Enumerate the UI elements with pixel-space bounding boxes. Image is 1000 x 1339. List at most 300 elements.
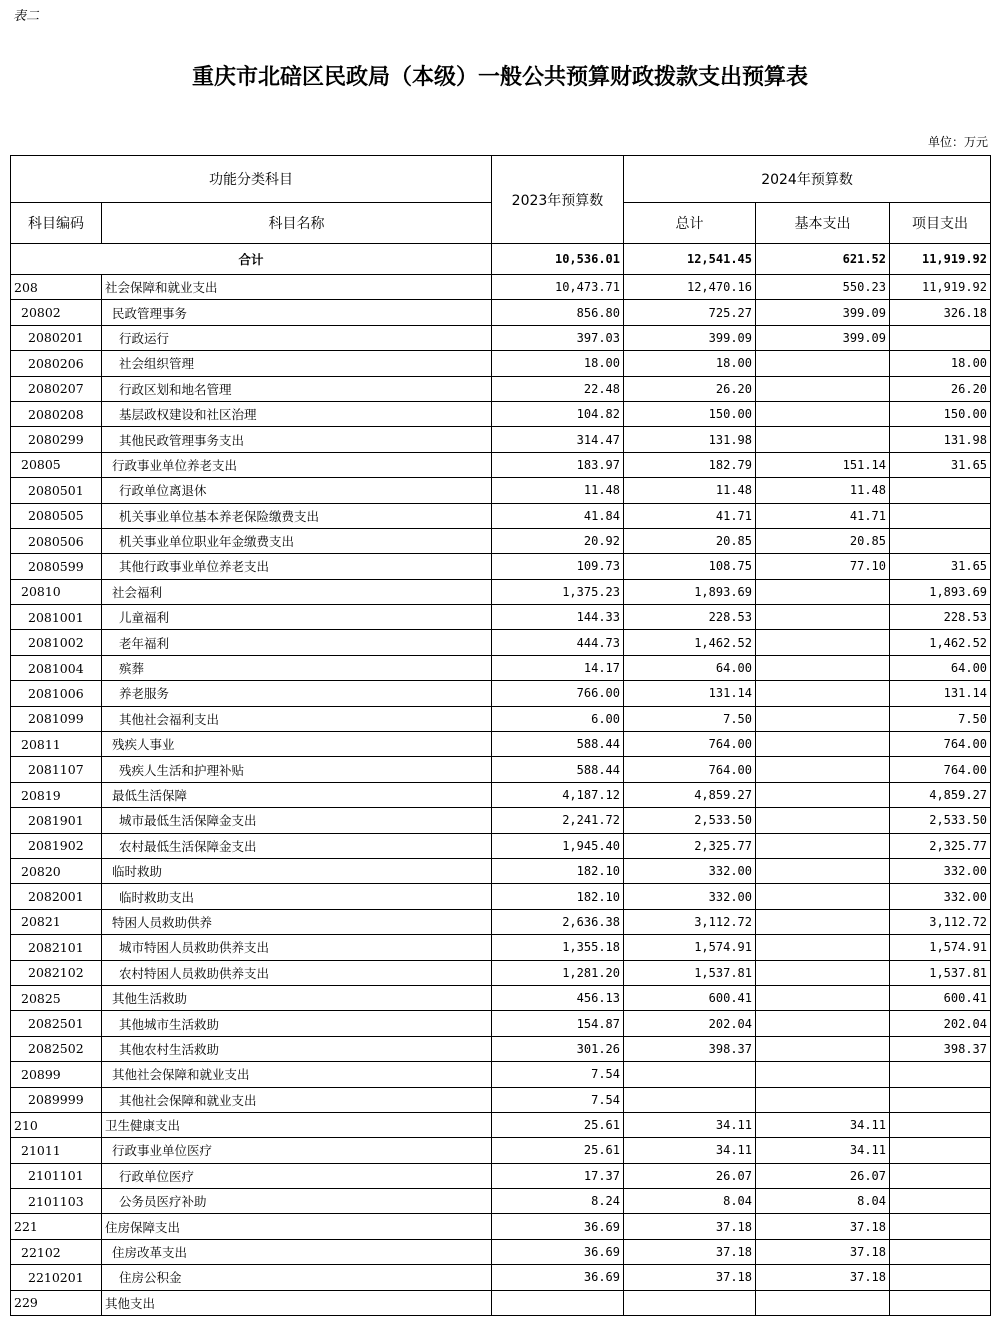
row-budget-2023: 25.61: [492, 1112, 624, 1137]
row-code: 20811: [11, 732, 102, 757]
table-row: [11, 351, 991, 376]
row-name: 残疾人生活和护理补贴: [102, 757, 492, 782]
table-row: [11, 935, 991, 960]
row-basic: [756, 732, 890, 757]
row-budget-2023: 6.00: [492, 706, 624, 731]
table-row: [11, 960, 991, 985]
row-project: [890, 1087, 991, 1112]
table-row: [11, 300, 991, 325]
total-project: 11,919.92: [890, 244, 991, 275]
row-budget-2023: 18.00: [492, 351, 624, 376]
row-budget-2023: 2,636.38: [492, 909, 624, 934]
table-row: [11, 757, 991, 782]
table-row: [11, 1036, 991, 1061]
row-name: 其他支出: [102, 1290, 492, 1315]
table-row: [11, 1011, 991, 1036]
row-basic: [756, 351, 890, 376]
row-name: 残疾人事业: [102, 732, 492, 757]
row-budget-2023: 2,241.72: [492, 808, 624, 833]
row-code: 229: [11, 1290, 102, 1315]
row-name: 基层政权建设和社区治理: [102, 401, 492, 426]
row-project: 131.14: [890, 681, 991, 706]
table-row: [11, 376, 991, 401]
row-budget-2023: 1,355.18: [492, 935, 624, 960]
row-project: 398.37: [890, 1036, 991, 1061]
row-code: 208: [11, 275, 102, 300]
row-name: 其他社会保障和就业支出: [102, 1087, 492, 1112]
row-name: 机关事业单位基本养老保险缴费支出: [102, 503, 492, 528]
row-project: [890, 325, 991, 350]
row-code: 2081099: [11, 706, 102, 731]
row-project: 150.00: [890, 401, 991, 426]
row-project: [890, 1189, 991, 1214]
table-row: [11, 1214, 991, 1239]
table-row: [11, 655, 991, 680]
row-basic: 37.18: [756, 1239, 890, 1264]
row-project: 202.04: [890, 1011, 991, 1036]
row-code: 2089999: [11, 1087, 102, 1112]
row-code: 2080206: [11, 351, 102, 376]
row-total: 34.11: [624, 1138, 756, 1163]
row-total: [624, 1062, 756, 1087]
row-project: 764.00: [890, 732, 991, 757]
row-name: 其他社会保障和就业支出: [102, 1062, 492, 1087]
row-basic: 151.14: [756, 452, 890, 477]
row-code: 221: [11, 1214, 102, 1239]
row-code: 2101103: [11, 1189, 102, 1214]
table-row: [11, 401, 991, 426]
row-total: 37.18: [624, 1239, 756, 1264]
row-budget-2023: 588.44: [492, 757, 624, 782]
row-basic: [756, 782, 890, 807]
table-row: [11, 706, 991, 731]
row-code: 2081004: [11, 655, 102, 680]
row-budget-2023: 444.73: [492, 630, 624, 655]
row-project: 1,574.91: [890, 935, 991, 960]
row-code: 20899: [11, 1062, 102, 1087]
header-func-class: 功能分类科目: [11, 156, 492, 203]
row-total: 12,470.16: [624, 275, 756, 300]
row-budget-2023: 36.69: [492, 1239, 624, 1264]
row-project: 31.65: [890, 554, 991, 579]
row-code: 2080299: [11, 427, 102, 452]
row-code: 20821: [11, 909, 102, 934]
table-row: [11, 1239, 991, 1264]
row-total: 2,533.50: [624, 808, 756, 833]
row-code: 2082101: [11, 935, 102, 960]
row-total: [624, 1290, 756, 1315]
table-row: [11, 630, 991, 655]
row-code: 2081006: [11, 681, 102, 706]
row-basic: [756, 833, 890, 858]
row-total: 2,325.77: [624, 833, 756, 858]
row-name: 其他行政事业单位养老支出: [102, 554, 492, 579]
row-budget-2023: 144.33: [492, 605, 624, 630]
row-total: 34.11: [624, 1112, 756, 1137]
row-name: 农村最低生活保障金支出: [102, 833, 492, 858]
row-basic: 34.11: [756, 1138, 890, 1163]
row-total: 131.14: [624, 681, 756, 706]
row-name: 住房改革支出: [102, 1239, 492, 1264]
row-project: [890, 478, 991, 503]
table-row: [11, 1138, 991, 1163]
row-code: 20820: [11, 858, 102, 883]
table-row: [11, 909, 991, 934]
header-budget-2024: 2024年预算数: [624, 156, 991, 203]
row-name: 农村特困人员救助供养支出: [102, 960, 492, 985]
row-project: 2,325.77: [890, 833, 991, 858]
table-row: [11, 884, 991, 909]
row-basic: 399.09: [756, 300, 890, 325]
row-basic: [756, 1011, 890, 1036]
total-label: 合计: [11, 244, 492, 275]
row-name: 行政区划和地名管理: [102, 376, 492, 401]
row-budget-2023: 856.80: [492, 300, 624, 325]
table-row: [11, 858, 991, 883]
row-budget-2023: 14.17: [492, 655, 624, 680]
table-row: [11, 275, 991, 300]
row-budget-2023: 182.10: [492, 884, 624, 909]
row-budget-2023: 1,375.23: [492, 579, 624, 604]
row-basic: [756, 935, 890, 960]
row-budget-2023: 4,187.12: [492, 782, 624, 807]
row-total: 202.04: [624, 1011, 756, 1036]
row-name: 其他社会福利支出: [102, 706, 492, 731]
row-code: 2081902: [11, 833, 102, 858]
row-name: 殡葬: [102, 655, 492, 680]
table-row: [11, 325, 991, 350]
row-project: 326.18: [890, 300, 991, 325]
row-name: 公务员医疗补助: [102, 1189, 492, 1214]
row-total: 11.48: [624, 478, 756, 503]
row-name: 行政单位离退休: [102, 478, 492, 503]
row-total: 26.07: [624, 1163, 756, 1188]
row-basic: [756, 579, 890, 604]
table-row: [11, 681, 991, 706]
total-total: 12,541.45: [624, 244, 756, 275]
row-total: 7.50: [624, 706, 756, 731]
row-project: [890, 1214, 991, 1239]
row-code: 2101101: [11, 1163, 102, 1188]
row-basic: 26.07: [756, 1163, 890, 1188]
row-budget-2023: 17.37: [492, 1163, 624, 1188]
table-row: [11, 833, 991, 858]
row-basic: 20.85: [756, 528, 890, 553]
row-basic: [756, 808, 890, 833]
header-basic: 基本支出: [756, 203, 890, 244]
row-total: 1,537.81: [624, 960, 756, 985]
row-name: 社会福利: [102, 579, 492, 604]
unit-label: 单位：万元: [927, 135, 988, 149]
budget-table: [10, 155, 991, 1316]
row-budget-2023: 25.61: [492, 1138, 624, 1163]
table-row: [11, 605, 991, 630]
row-code: 20802: [11, 300, 102, 325]
row-basic: 11.48: [756, 478, 890, 503]
table-row: [11, 1290, 991, 1315]
row-code: 2080208: [11, 401, 102, 426]
row-budget-2023: 1,945.40: [492, 833, 624, 858]
row-code: 2082001: [11, 884, 102, 909]
row-budget-2023: 11.48: [492, 478, 624, 503]
row-code: 20810: [11, 579, 102, 604]
row-project: 26.20: [890, 376, 991, 401]
row-project: 3,112.72: [890, 909, 991, 934]
row-name: 其他城市生活救助: [102, 1011, 492, 1036]
row-code: 2080599: [11, 554, 102, 579]
row-project: 2,533.50: [890, 808, 991, 833]
header-project: 项目支出: [890, 203, 991, 244]
row-total: 600.41: [624, 985, 756, 1010]
row-budget-2023: 41.84: [492, 503, 624, 528]
row-name: 卫生健康支出: [102, 1112, 492, 1137]
row-basic: [756, 681, 890, 706]
row-total: 18.00: [624, 351, 756, 376]
row-budget-2023: 588.44: [492, 732, 624, 757]
row-code: 2082502: [11, 1036, 102, 1061]
row-total: 26.20: [624, 376, 756, 401]
row-project: [890, 503, 991, 528]
row-basic: [756, 376, 890, 401]
row-basic: [756, 605, 890, 630]
row-total: 764.00: [624, 732, 756, 757]
row-name: 城市特困人员救助供养支出: [102, 935, 492, 960]
row-budget-2023: 109.73: [492, 554, 624, 579]
row-budget-2023: [492, 1290, 624, 1315]
row-basic: 41.71: [756, 503, 890, 528]
row-code: 20805: [11, 452, 102, 477]
row-basic: [756, 858, 890, 883]
row-name: 民政管理事务: [102, 300, 492, 325]
row-basic: 37.18: [756, 1214, 890, 1239]
row-name: 临时救助支出: [102, 884, 492, 909]
row-name: 最低生活保障: [102, 782, 492, 807]
row-basic: 8.04: [756, 1189, 890, 1214]
row-total: 332.00: [624, 858, 756, 883]
row-budget-2023: 7.54: [492, 1087, 624, 1112]
row-name: 其他民政管理事务支出: [102, 427, 492, 452]
row-code: 2081002: [11, 630, 102, 655]
row-basic: [756, 985, 890, 1010]
row-code: 2081001: [11, 605, 102, 630]
row-budget-2023: 36.69: [492, 1214, 624, 1239]
table-row: [11, 1265, 991, 1290]
row-project: [890, 528, 991, 553]
row-budget-2023: 301.26: [492, 1036, 624, 1061]
row-basic: [756, 655, 890, 680]
row-name: 临时救助: [102, 858, 492, 883]
row-name: 社会组织管理: [102, 351, 492, 376]
header-name: 科目名称: [102, 203, 492, 244]
row-total: 64.00: [624, 655, 756, 680]
table-row: [11, 478, 991, 503]
row-name: 儿童福利: [102, 605, 492, 630]
row-budget-2023: 22.48: [492, 376, 624, 401]
row-project: 228.53: [890, 605, 991, 630]
row-total: 764.00: [624, 757, 756, 782]
row-total: 725.27: [624, 300, 756, 325]
row-budget-2023: 183.97: [492, 452, 624, 477]
page-title: 重庆市北碚区民政局（本级）一般公共预算财政拨款支出预算表: [191, 65, 808, 90]
row-project: 1,462.52: [890, 630, 991, 655]
row-code: 20825: [11, 985, 102, 1010]
row-code: 2082102: [11, 960, 102, 985]
row-total: 37.18: [624, 1265, 756, 1290]
row-budget-2023: 1,281.20: [492, 960, 624, 985]
row-project: 1,537.81: [890, 960, 991, 985]
row-basic: [756, 1290, 890, 1315]
header-code: 科目编码: [11, 203, 102, 244]
row-name: 社会保障和就业支出: [102, 275, 492, 300]
table-row: [11, 579, 991, 604]
table-row: [11, 452, 991, 477]
row-total: 3,112.72: [624, 909, 756, 934]
row-project: 11,919.92: [890, 275, 991, 300]
row-budget-2023: 104.82: [492, 401, 624, 426]
table-row: [11, 1112, 991, 1137]
row-name: 老年福利: [102, 630, 492, 655]
row-code: 2081901: [11, 808, 102, 833]
row-name: 其他农村生活救助: [102, 1036, 492, 1061]
row-code: 2080506: [11, 528, 102, 553]
row-name: 城市最低生活保障金支出: [102, 808, 492, 833]
row-name: 其他生活救助: [102, 985, 492, 1010]
row-project: 1,893.69: [890, 579, 991, 604]
row-basic: 37.18: [756, 1265, 890, 1290]
table-row: [11, 427, 991, 452]
row-total: 131.98: [624, 427, 756, 452]
row-code: 2080201: [11, 325, 102, 350]
table-row: [11, 808, 991, 833]
row-basic: [756, 427, 890, 452]
row-name: 养老服务: [102, 681, 492, 706]
row-project: [890, 1290, 991, 1315]
total-basic: 621.52: [756, 244, 890, 275]
row-total: [624, 1087, 756, 1112]
page-tag: 表二: [13, 9, 40, 24]
row-budget-2023: 10,473.71: [492, 275, 624, 300]
row-code: 21011: [11, 1138, 102, 1163]
row-total: 398.37: [624, 1036, 756, 1061]
row-budget-2023: 182.10: [492, 858, 624, 883]
row-basic: [756, 1062, 890, 1087]
row-project: [890, 1239, 991, 1264]
row-code: 22102: [11, 1239, 102, 1264]
row-project: 600.41: [890, 985, 991, 1010]
table-row: [11, 554, 991, 579]
row-project: [890, 1163, 991, 1188]
row-total: 1,574.91: [624, 935, 756, 960]
header-total: 总计: [624, 203, 756, 244]
row-total: 41.71: [624, 503, 756, 528]
row-basic: [756, 1036, 890, 1061]
header-budget-2023: 2023年预算数: [492, 156, 624, 244]
row-budget-2023: 314.47: [492, 427, 624, 452]
row-total: 332.00: [624, 884, 756, 909]
row-basic: [756, 757, 890, 782]
row-budget-2023: 456.13: [492, 985, 624, 1010]
row-total: 20.85: [624, 528, 756, 553]
row-total: 37.18: [624, 1214, 756, 1239]
row-total: 108.75: [624, 554, 756, 579]
row-name: 行政事业单位医疗: [102, 1138, 492, 1163]
row-code: 210: [11, 1112, 102, 1137]
row-basic: [756, 909, 890, 934]
row-total: 150.00: [624, 401, 756, 426]
row-basic: 550.23: [756, 275, 890, 300]
row-project: [890, 1062, 991, 1087]
row-project: [890, 1112, 991, 1137]
row-project: 7.50: [890, 706, 991, 731]
row-code: 2082501: [11, 1011, 102, 1036]
total-row: [11, 244, 991, 275]
row-basic: [756, 630, 890, 655]
row-code: 2210201: [11, 1265, 102, 1290]
row-code: 2081107: [11, 757, 102, 782]
row-project: 332.00: [890, 858, 991, 883]
row-basic: [756, 960, 890, 985]
row-budget-2023: 766.00: [492, 681, 624, 706]
row-project: 4,859.27: [890, 782, 991, 807]
row-basic: [756, 401, 890, 426]
row-budget-2023: 20.92: [492, 528, 624, 553]
row-total: 4,859.27: [624, 782, 756, 807]
row-budget-2023: 7.54: [492, 1062, 624, 1087]
table-row: [11, 985, 991, 1010]
row-total: 228.53: [624, 605, 756, 630]
row-project: 31.65: [890, 452, 991, 477]
row-budget-2023: 8.24: [492, 1189, 624, 1214]
row-project: 332.00: [890, 884, 991, 909]
row-budget-2023: 397.03: [492, 325, 624, 350]
row-budget-2023: 154.87: [492, 1011, 624, 1036]
table-row: [11, 732, 991, 757]
table-row: [11, 1189, 991, 1214]
row-basic: 399.09: [756, 325, 890, 350]
row-name: 机关事业单位职业年金缴费支出: [102, 528, 492, 553]
row-project: 131.98: [890, 427, 991, 452]
row-code: 20819: [11, 782, 102, 807]
row-project: 18.00: [890, 351, 991, 376]
row-code: 2080501: [11, 478, 102, 503]
table-row: [11, 1062, 991, 1087]
table-row: [11, 1163, 991, 1188]
row-name: 行政单位医疗: [102, 1163, 492, 1188]
row-name: 住房保障支出: [102, 1214, 492, 1239]
row-project: [890, 1138, 991, 1163]
table-row: [11, 503, 991, 528]
row-project: 64.00: [890, 655, 991, 680]
row-total: 182.79: [624, 452, 756, 477]
row-total: 1,893.69: [624, 579, 756, 604]
row-code: 2080505: [11, 503, 102, 528]
row-project: 764.00: [890, 757, 991, 782]
row-name: 特困人员救助供养: [102, 909, 492, 934]
row-project: [890, 1265, 991, 1290]
row-budget-2023: 36.69: [492, 1265, 624, 1290]
table-row: [11, 782, 991, 807]
table-row: [11, 528, 991, 553]
table-row: [11, 1087, 991, 1112]
row-name: 行政运行: [102, 325, 492, 350]
row-name: 住房公积金: [102, 1265, 492, 1290]
total-b2023: 10,536.01: [492, 244, 624, 275]
row-basic: [756, 884, 890, 909]
row-code: 2080207: [11, 376, 102, 401]
row-name: 行政事业单位养老支出: [102, 452, 492, 477]
row-basic: 34.11: [756, 1112, 890, 1137]
row-basic: [756, 1087, 890, 1112]
